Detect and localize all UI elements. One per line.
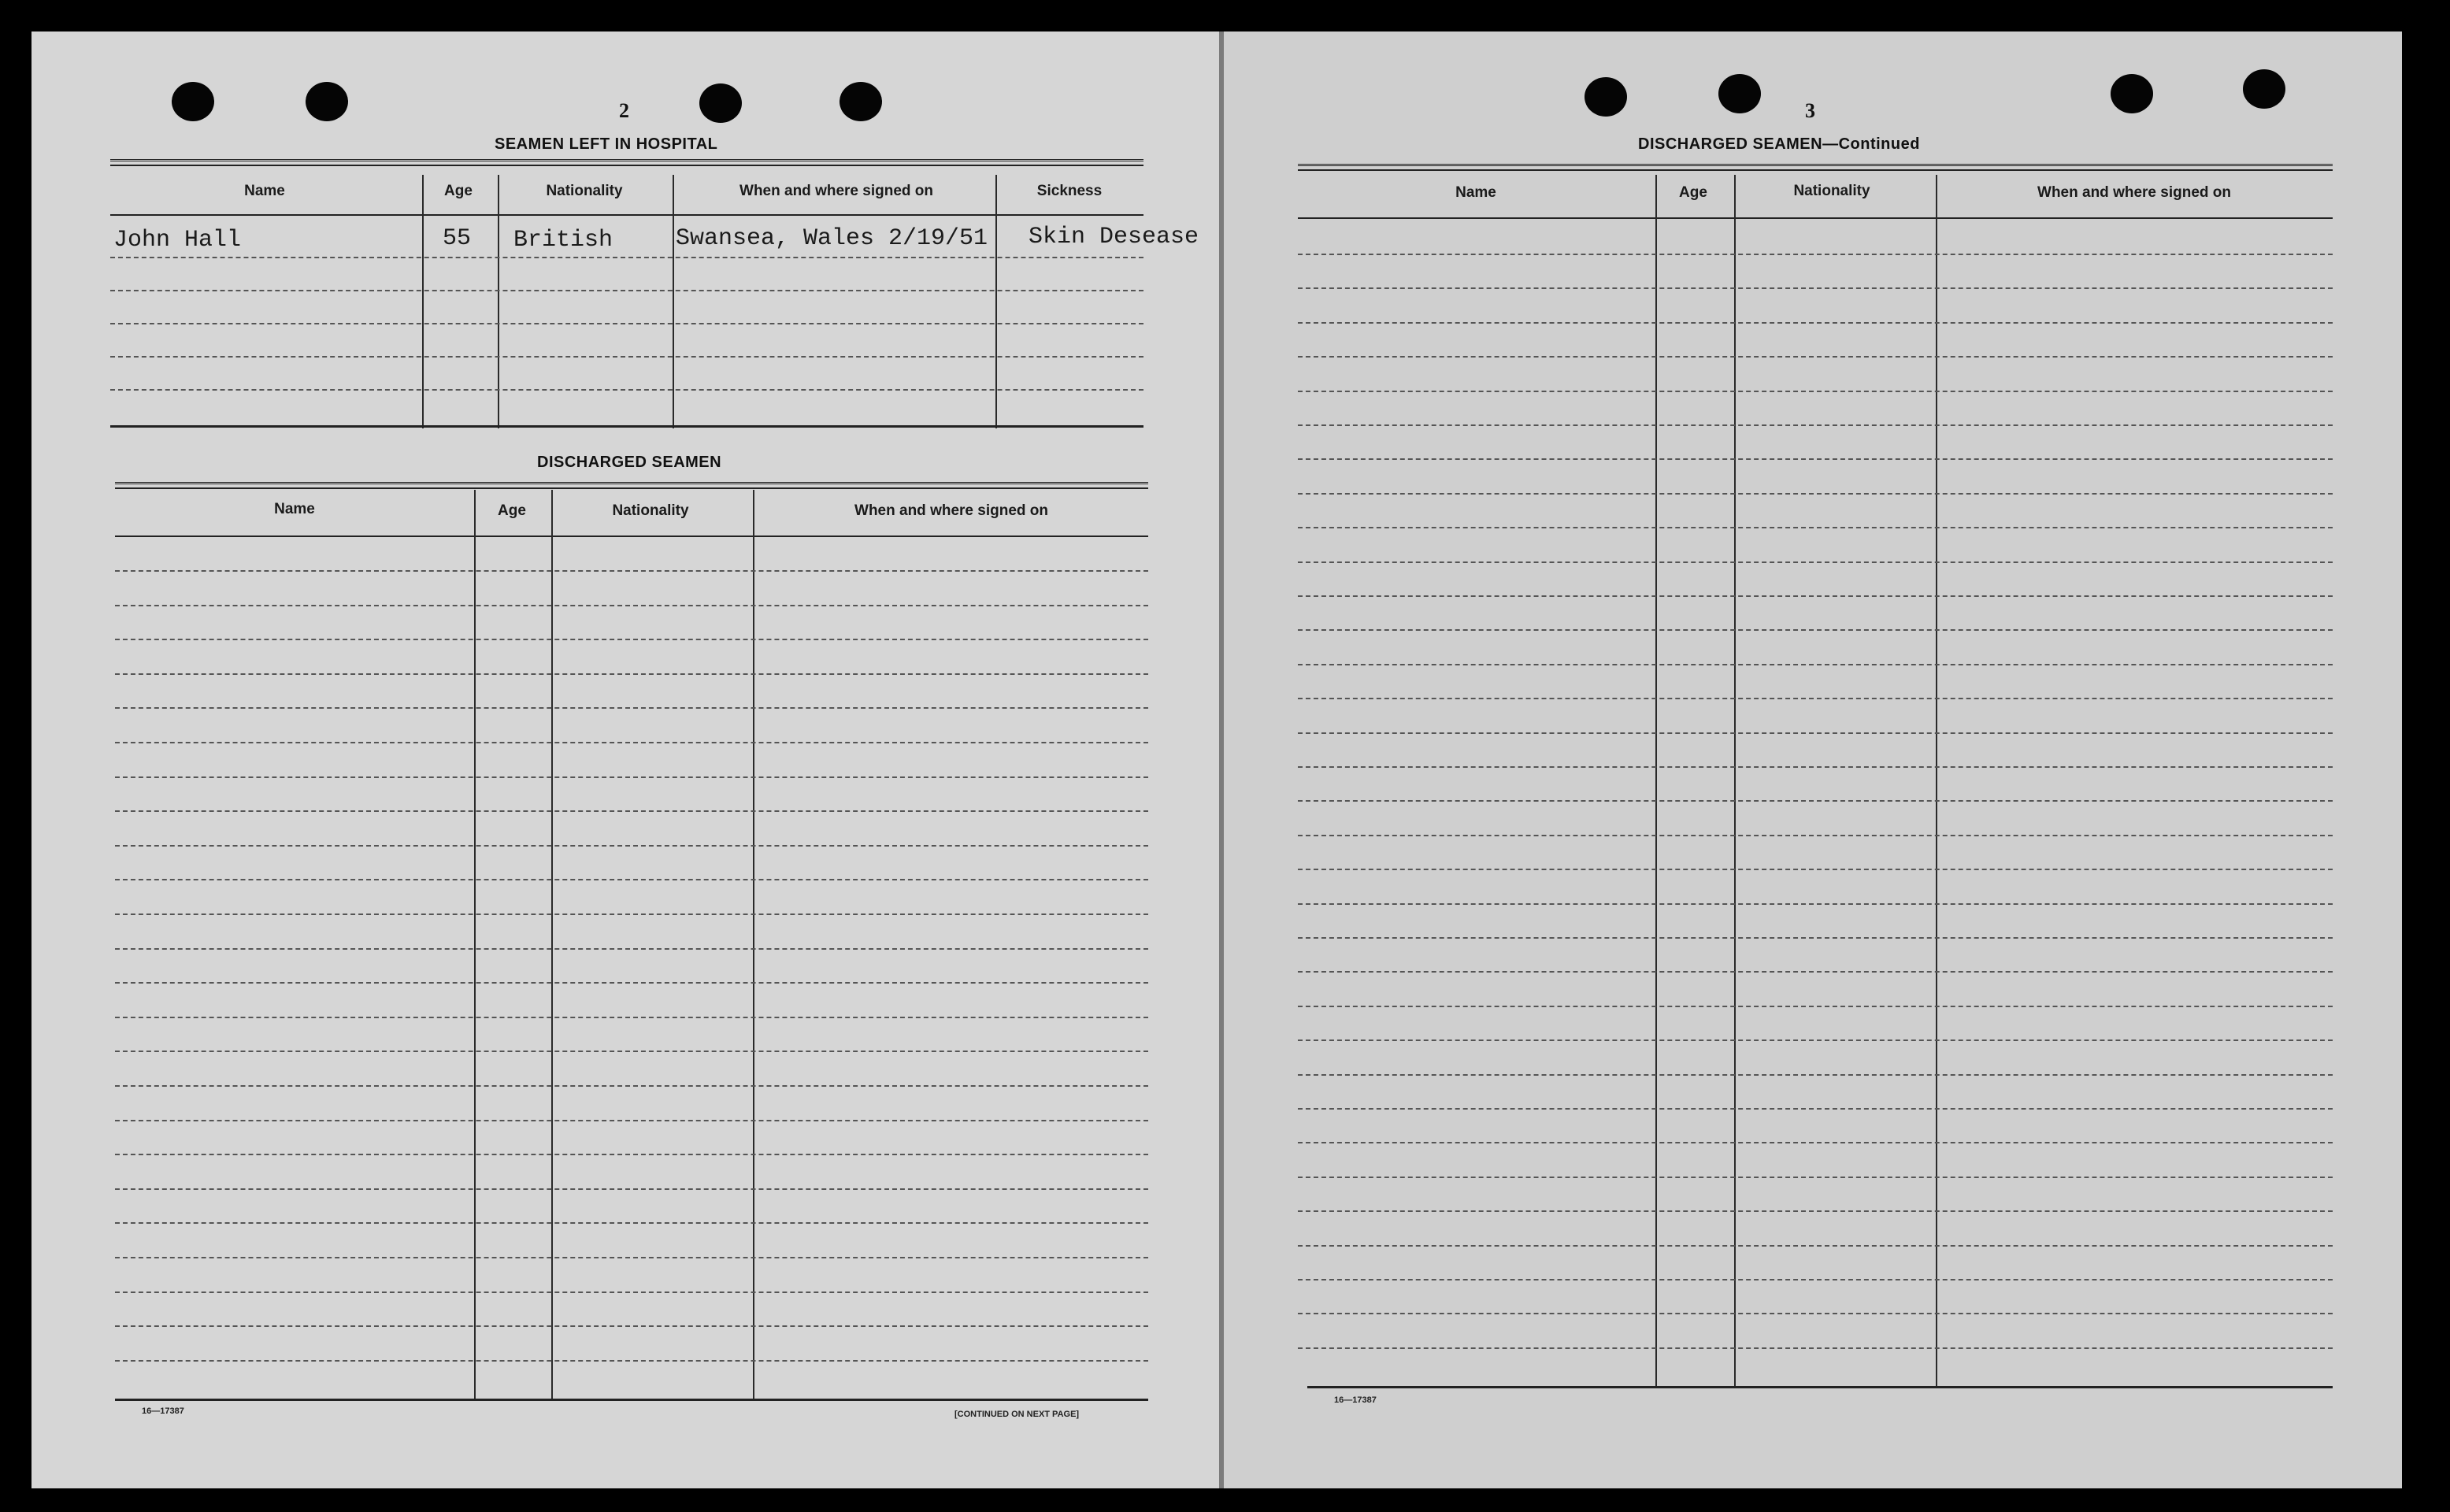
hospital-col-nationality: Nationality bbox=[546, 183, 623, 199]
row-line bbox=[115, 810, 1148, 812]
row-line bbox=[115, 570, 1148, 572]
punch-hole bbox=[840, 82, 882, 121]
right-col-age: Age bbox=[1679, 184, 1707, 201]
row-line bbox=[115, 742, 1148, 743]
row-line bbox=[1298, 1177, 2333, 1178]
row-line bbox=[115, 1085, 1148, 1087]
punch-hole bbox=[306, 82, 348, 121]
discharged-col-divider bbox=[474, 490, 476, 1400]
row-line bbox=[1298, 356, 2333, 358]
form-number-left: 16—17387 bbox=[142, 1406, 184, 1416]
page-fold bbox=[1219, 32, 1224, 1488]
row-line bbox=[115, 1120, 1148, 1121]
row-line bbox=[1298, 1074, 2333, 1076]
discharged-top-rule bbox=[115, 482, 1148, 489]
punch-hole bbox=[2111, 74, 2153, 113]
row-line bbox=[1298, 287, 2333, 289]
discharged-continued-title: DISCHARGED SEAMEN—Continued bbox=[1638, 135, 1920, 153]
row-line bbox=[1298, 424, 2333, 426]
row-line bbox=[1298, 561, 2333, 563]
row-line bbox=[115, 1154, 1148, 1155]
row-line bbox=[115, 845, 1148, 847]
row-line bbox=[1298, 937, 2333, 939]
row-line bbox=[1298, 903, 2333, 905]
punch-hole bbox=[1718, 74, 1761, 113]
discharged-bottom-rule bbox=[115, 1399, 1148, 1401]
hospital-col-signed-on: When and where signed on bbox=[739, 183, 933, 199]
right-col-signed-on: When and where signed on bbox=[2037, 184, 2231, 201]
right-col-nationality: Nationality bbox=[1793, 183, 1870, 199]
right-col-name: Name bbox=[1455, 184, 1496, 201]
row-line bbox=[115, 1051, 1148, 1052]
row-line bbox=[1298, 766, 2333, 768]
row-line bbox=[1298, 971, 2333, 973]
hospital-entry-sickness: Skin Desease bbox=[1029, 224, 1199, 250]
row-line bbox=[115, 707, 1148, 709]
discharged-col-nationality: Nationality bbox=[612, 502, 689, 519]
row-line bbox=[1298, 1142, 2333, 1143]
row-line bbox=[1298, 664, 2333, 665]
row-line bbox=[1298, 1108, 2333, 1110]
row-line bbox=[115, 639, 1148, 640]
row-line bbox=[1298, 493, 2333, 495]
row-line bbox=[1298, 595, 2333, 597]
row-line bbox=[115, 1325, 1148, 1327]
punch-hole bbox=[1585, 77, 1627, 117]
row-line bbox=[1298, 835, 2333, 836]
punch-hole bbox=[172, 82, 214, 121]
row-line bbox=[1298, 322, 2333, 324]
row-line bbox=[1298, 698, 2333, 699]
hospital-entry-age: 55 bbox=[443, 225, 472, 252]
hospital-entry-nationality: British bbox=[513, 227, 613, 254]
hospital-row-line bbox=[110, 290, 1143, 291]
row-line bbox=[115, 982, 1148, 984]
hospital-row-line bbox=[110, 389, 1143, 391]
row-line bbox=[115, 914, 1148, 915]
hospital-header-rule bbox=[110, 214, 1143, 216]
right-top-rule bbox=[1298, 164, 2333, 171]
row-line bbox=[1298, 732, 2333, 734]
punch-hole bbox=[699, 83, 742, 123]
row-line bbox=[1298, 1347, 2333, 1349]
punch-hole bbox=[2243, 69, 2285, 109]
hospital-row-line bbox=[110, 257, 1143, 258]
discharged-section-title: DISCHARGED SEAMEN bbox=[537, 454, 722, 471]
row-line bbox=[115, 948, 1148, 950]
row-line bbox=[115, 879, 1148, 880]
page-number-right: 3 bbox=[1805, 99, 1815, 122]
discharged-header-rule bbox=[115, 536, 1148, 537]
discharged-col-name: Name bbox=[274, 501, 315, 517]
row-line bbox=[115, 1017, 1148, 1018]
row-line bbox=[115, 776, 1148, 778]
form-number-right: 16—17387 bbox=[1334, 1395, 1377, 1405]
row-line bbox=[115, 1257, 1148, 1258]
hospital-col-name: Name bbox=[244, 183, 285, 199]
row-line bbox=[1298, 800, 2333, 802]
hospital-bottom-rule bbox=[110, 425, 1143, 428]
discharged-col-age: Age bbox=[498, 502, 526, 519]
page-number-left: 2 bbox=[619, 99, 629, 122]
row-line bbox=[1298, 391, 2333, 392]
discharged-col-signed-on: When and where signed on bbox=[854, 502, 1048, 519]
row-line bbox=[115, 673, 1148, 675]
hospital-top-rule bbox=[110, 159, 1143, 166]
hospital-entry-signed-on: Swansea, Wales 2/19/51 bbox=[676, 225, 988, 252]
discharged-col-divider bbox=[753, 490, 754, 1400]
row-line bbox=[1298, 458, 2333, 460]
row-line bbox=[1298, 527, 2333, 528]
hospital-col-sickness: Sickness bbox=[1036, 183, 1103, 199]
hospital-section-title: SEAMEN LEFT IN HOSPITAL bbox=[495, 135, 718, 153]
row-line bbox=[115, 1188, 1148, 1190]
row-line bbox=[1298, 629, 2333, 631]
hospital-col-age: Age bbox=[444, 183, 473, 199]
row-line bbox=[115, 1360, 1148, 1362]
row-line bbox=[1298, 1279, 2333, 1280]
hospital-row-line bbox=[110, 323, 1143, 324]
row-line bbox=[1298, 1006, 2333, 1007]
right-header-rule bbox=[1298, 217, 2333, 219]
row-line bbox=[1298, 1245, 2333, 1247]
continued-note: [CONTINUED ON NEXT PAGE] bbox=[954, 1410, 1080, 1419]
row-line bbox=[115, 1292, 1148, 1293]
row-line bbox=[1298, 254, 2333, 255]
row-line bbox=[115, 1222, 1148, 1224]
row-line bbox=[1298, 1210, 2333, 1212]
row-line bbox=[1298, 1040, 2333, 1041]
row-line bbox=[1298, 1313, 2333, 1314]
hospital-entry-name: John Hall bbox=[113, 227, 242, 254]
right-bottom-rule bbox=[1307, 1386, 2333, 1388]
row-line bbox=[115, 605, 1148, 606]
hospital-row-line bbox=[110, 356, 1143, 358]
row-line bbox=[1298, 869, 2333, 870]
discharged-col-divider bbox=[551, 490, 553, 1400]
right-page-background bbox=[1222, 32, 2402, 1488]
